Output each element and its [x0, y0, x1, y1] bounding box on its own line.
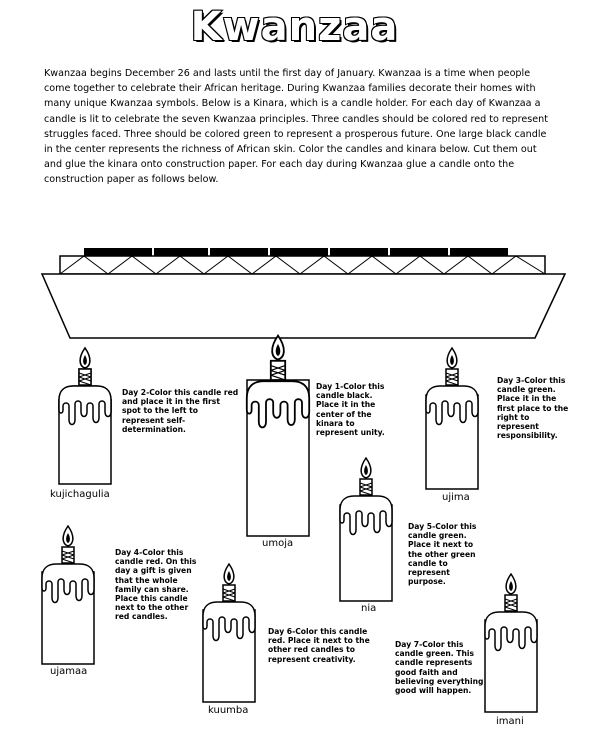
candle-imani — [485, 574, 537, 712]
candle-kuumba — [203, 564, 255, 702]
caption-nia: Day 5-Color this candle green. Place it next to the other green candle to represent purpose. — [408, 522, 477, 587]
candle-name-nia: nia — [361, 603, 377, 614]
candle-name-kuumba: kuumba — [208, 705, 249, 716]
candle-name-ujamaa: ujamaa — [50, 666, 88, 677]
candle-name-umoja: umoja — [262, 538, 294, 549]
candle-name-kujichagulia: kujichagulia — [50, 489, 110, 500]
caption-kuumba: Day 6-Color this candle red. Place it next to the other red candles to represent creativity. — [268, 627, 370, 664]
caption-imani: Day 7-Color this candle green. This candle represents good faith and believing everything good will happen. — [395, 640, 484, 696]
candle-nia — [340, 458, 392, 601]
candle-kujichagulia — [59, 348, 111, 484]
page-title: Kwanzaa — [190, 4, 399, 50]
candle-umoja — [247, 336, 309, 536]
caption-umoja: Day 1-Color this candle black. Place it in the center of the kinara to represent unity. — [316, 382, 385, 438]
candle-name-ujima: ujima — [442, 492, 470, 503]
intro-paragraph: Kwanzaa begins December 26 and lasts until the first day of January. Kwanzaa is a time when people come together to celebrate their African heritage. During Kwanzaa families decorate their homes with many unique Kwanzaa symbols. Below is a Kinara, which is a candle holder. For each day of Kwanzaa a candle is lit to celebrate the seven Kwanzaa principles. Three candles should be colored red to represent struggles faced. Three should be colored green to represent a prosperous future. One large black candle in the center represents the richness of African skin. Color the candles and kinara below. Cut them out and glue the kinara onto construction paper. For each day during Kwanzaa glue a candle onto the construction paper as follows below. — [44, 68, 549, 186]
candle-ujamaa — [42, 526, 94, 664]
candle-name-imani: imani — [496, 716, 524, 727]
caption-ujima: Day 3-Color this candle green. Place it in the first place to the right to represent responsibility. — [497, 376, 569, 441]
caption-ujamaa: Day 4-Color this candle red. On this day a gift is given that the whole family can share. Place this candle next to the other red candles. — [115, 548, 197, 622]
candle-ujima — [426, 348, 478, 489]
kinara — [42, 248, 565, 338]
caption-kujichagulia: Day 2-Color this candle red and place it in the first spot to the left to represent self-determination. — [122, 388, 239, 434]
